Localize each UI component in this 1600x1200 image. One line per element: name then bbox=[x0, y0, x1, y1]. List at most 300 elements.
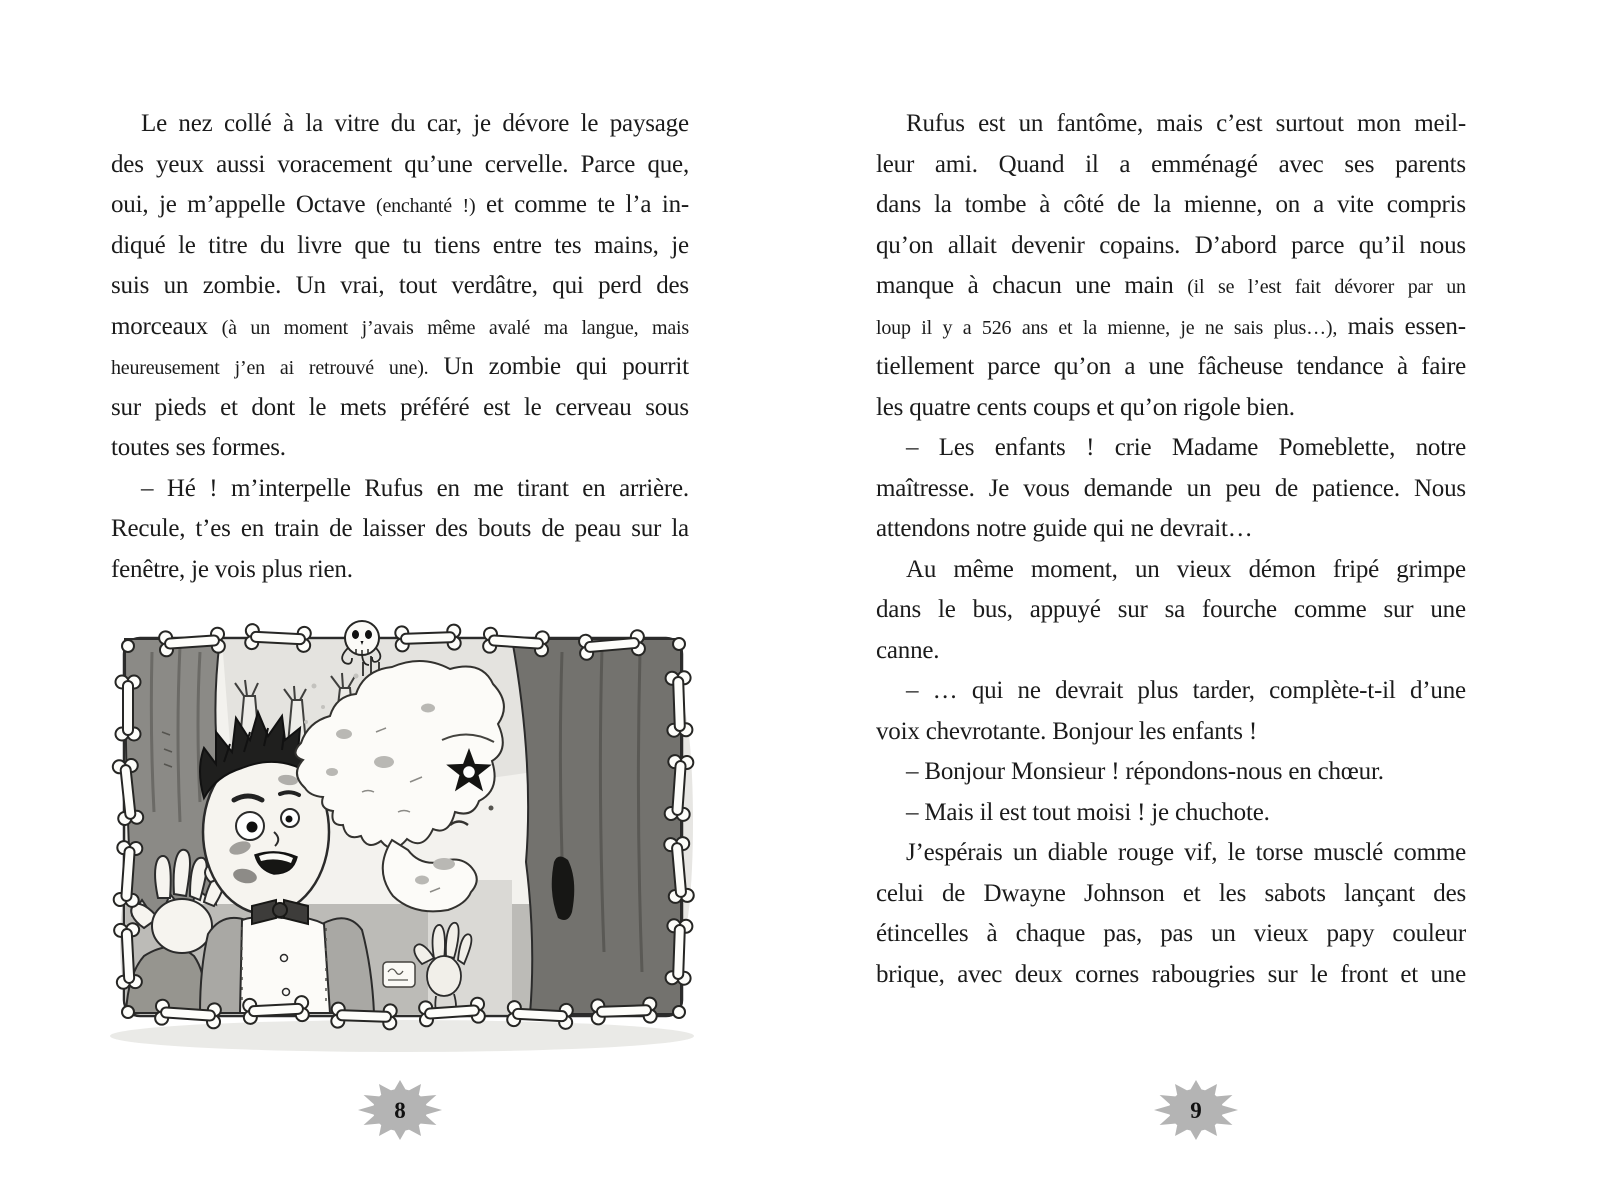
word: vitre bbox=[334, 110, 380, 137]
word: nez bbox=[178, 110, 213, 137]
word: avalé bbox=[488, 316, 531, 339]
word: qu’une bbox=[404, 150, 473, 178]
word: vif, bbox=[1184, 839, 1218, 866]
word: papy bbox=[1326, 920, 1375, 947]
word: couleur bbox=[1392, 920, 1466, 947]
text-line bbox=[111, 388, 689, 429]
word: dévore bbox=[502, 110, 570, 137]
illustration-canvas bbox=[92, 612, 714, 1057]
word: laisser bbox=[362, 515, 425, 542]
text-segment: fenêtre, je vois plus rien. bbox=[111, 555, 353, 583]
word: le bbox=[308, 393, 327, 421]
word: y bbox=[942, 316, 953, 339]
word: je bbox=[671, 231, 689, 259]
word: parce bbox=[1291, 231, 1345, 259]
word: sa bbox=[1164, 596, 1186, 623]
word: le bbox=[178, 231, 196, 259]
word: aussi bbox=[216, 150, 266, 178]
word: notre bbox=[1415, 434, 1466, 461]
word: a bbox=[1313, 191, 1325, 218]
word: heureusement bbox=[111, 357, 220, 379]
word: Quand bbox=[998, 150, 1065, 178]
word: leur bbox=[876, 150, 915, 178]
word: peau bbox=[574, 515, 622, 542]
word: Pomeblette, bbox=[1278, 434, 1396, 461]
word: avec bbox=[1278, 150, 1324, 178]
word: mais bbox=[1156, 110, 1203, 137]
text-line bbox=[876, 550, 1466, 591]
word: lançant bbox=[1344, 879, 1415, 907]
word: Je bbox=[988, 474, 1010, 502]
word: à bbox=[967, 272, 979, 299]
text-line bbox=[876, 469, 1466, 510]
word: (il bbox=[1187, 276, 1205, 298]
word: la bbox=[1082, 316, 1097, 339]
word: chaque bbox=[1015, 920, 1086, 947]
word: un bbox=[1446, 276, 1466, 298]
text-line bbox=[876, 671, 1466, 712]
word: mienne, bbox=[1184, 191, 1263, 218]
word: plus bbox=[1137, 677, 1179, 704]
word: Le bbox=[141, 110, 167, 137]
word: de bbox=[1274, 474, 1299, 502]
word: compris bbox=[1386, 191, 1466, 218]
word: des bbox=[111, 150, 144, 178]
word: tendance bbox=[1296, 353, 1384, 380]
word: l’a bbox=[625, 191, 652, 218]
word: avec bbox=[957, 960, 1003, 988]
text-line bbox=[876, 914, 1466, 955]
word: faire bbox=[1421, 353, 1466, 380]
text-line bbox=[111, 428, 689, 469]
word: complète-t-il bbox=[1269, 677, 1396, 704]
word: la bbox=[671, 515, 689, 542]
word: diqué bbox=[111, 231, 166, 259]
word: du bbox=[260, 231, 285, 259]
word: une bbox=[1430, 960, 1466, 988]
word: nous bbox=[1419, 231, 1466, 259]
word: même bbox=[427, 316, 476, 339]
word: en bbox=[582, 474, 606, 502]
word: il bbox=[1085, 150, 1099, 178]
word: sur bbox=[1117, 596, 1148, 623]
word: mienne, bbox=[1107, 316, 1170, 339]
word: un bbox=[1211, 920, 1236, 947]
word: ma bbox=[543, 316, 568, 339]
word: un bbox=[1018, 110, 1044, 137]
word: loup bbox=[876, 316, 911, 339]
word: Parce bbox=[580, 150, 636, 178]
word: ne bbox=[1204, 316, 1224, 339]
word: le bbox=[523, 393, 542, 421]
word: de bbox=[1117, 191, 1141, 218]
word: à bbox=[1396, 353, 1408, 380]
illustration-frame bbox=[92, 612, 714, 1057]
name-tag bbox=[383, 962, 415, 987]
word: zombie. bbox=[202, 272, 282, 299]
word: patience. bbox=[1312, 474, 1400, 502]
word: préféré bbox=[400, 393, 470, 421]
word: une bbox=[1148, 353, 1185, 380]
word: bus, bbox=[972, 596, 1013, 623]
word: Octave bbox=[295, 191, 366, 218]
word: fripé bbox=[1332, 555, 1380, 583]
word: d’une bbox=[1409, 677, 1466, 704]
word: Rufus bbox=[364, 474, 424, 502]
word: tombe bbox=[964, 191, 1027, 218]
word: – bbox=[906, 677, 919, 704]
word: Johnson bbox=[1083, 879, 1165, 907]
word: parents bbox=[1395, 150, 1466, 178]
word: à bbox=[986, 920, 998, 947]
text-line bbox=[876, 104, 1466, 145]
word: que, bbox=[647, 150, 689, 178]
word: 526 bbox=[981, 316, 1012, 339]
word: Les bbox=[938, 434, 975, 461]
word: pas, bbox=[1103, 920, 1143, 947]
word: fâcheuse bbox=[1197, 353, 1284, 380]
word: sur bbox=[1267, 960, 1298, 988]
word: crie bbox=[1114, 434, 1152, 461]
word: et bbox=[485, 191, 504, 218]
text-line bbox=[876, 712, 1466, 753]
word: sais bbox=[1233, 316, 1264, 339]
text-segment: les quatre cents coups et qu’on rigole bien. bbox=[876, 393, 1295, 421]
word: D’abord bbox=[1194, 231, 1277, 259]
word: la bbox=[934, 191, 952, 218]
word: me bbox=[473, 474, 504, 502]
word: tiens bbox=[434, 231, 481, 259]
text-line bbox=[111, 104, 689, 145]
word: in- bbox=[661, 191, 689, 218]
word: verdâtre, bbox=[451, 272, 538, 299]
word: – bbox=[141, 474, 154, 502]
word: je bbox=[1180, 316, 1195, 339]
text-line bbox=[876, 590, 1466, 631]
word: c’est bbox=[1216, 110, 1263, 137]
text-segment: – Mais il est tout moisi ! je chuchote. bbox=[906, 798, 1270, 826]
word: une bbox=[1430, 596, 1466, 623]
word: a bbox=[962, 316, 972, 339]
word: parce bbox=[987, 353, 1041, 380]
word: manque bbox=[876, 272, 954, 299]
word: et bbox=[220, 393, 238, 421]
word: meil- bbox=[1414, 110, 1466, 137]
word: chacun bbox=[992, 272, 1062, 299]
word: je bbox=[158, 191, 177, 218]
word: ses bbox=[1344, 150, 1375, 178]
word: Dwayne bbox=[983, 879, 1066, 907]
word: comme bbox=[1393, 839, 1466, 866]
word: entre bbox=[492, 231, 542, 259]
word: te bbox=[597, 191, 615, 218]
word: de bbox=[541, 515, 565, 542]
word: torse bbox=[1255, 839, 1304, 866]
word: train bbox=[274, 515, 320, 542]
word: qui bbox=[971, 677, 1004, 704]
word: sabots bbox=[1264, 879, 1326, 907]
word: oui, bbox=[111, 191, 149, 218]
word: morceaux bbox=[111, 312, 208, 340]
word: l’est bbox=[1247, 276, 1282, 298]
word: le bbox=[1310, 960, 1328, 988]
word: devrait bbox=[1055, 677, 1124, 704]
text-line bbox=[876, 226, 1466, 267]
word: est bbox=[978, 110, 1006, 137]
word: un bbox=[1012, 839, 1038, 866]
word: et bbox=[1400, 960, 1418, 988]
text-segment: – Bonjour Monsieur ! répondons-nous en chœur. bbox=[906, 758, 1384, 785]
word: le bbox=[1227, 839, 1246, 866]
word: main bbox=[1124, 272, 1174, 299]
text-line bbox=[111, 307, 689, 348]
word: un bbox=[1186, 474, 1212, 502]
word: ai bbox=[279, 357, 294, 379]
word: m’appelle bbox=[187, 191, 286, 218]
word: appuyé bbox=[1029, 596, 1101, 623]
word: Un bbox=[295, 272, 326, 299]
word: dévorer bbox=[1334, 276, 1395, 298]
word: Madame bbox=[1171, 434, 1259, 461]
word: est bbox=[483, 393, 511, 421]
text-line bbox=[111, 185, 689, 226]
word: mais bbox=[652, 316, 689, 339]
word: Rufus bbox=[906, 110, 965, 137]
word: même bbox=[953, 555, 1014, 583]
word: paysage bbox=[609, 110, 689, 137]
word: sur bbox=[111, 393, 141, 421]
word: ! bbox=[1086, 434, 1095, 461]
word: qui bbox=[552, 272, 584, 299]
word: mets bbox=[340, 393, 387, 421]
text-line bbox=[876, 955, 1466, 996]
word: on bbox=[1275, 191, 1301, 218]
word: allait bbox=[947, 231, 997, 259]
word: cornes bbox=[1075, 960, 1140, 988]
word: fantôme, bbox=[1056, 110, 1144, 137]
word: emménagé bbox=[1151, 150, 1258, 178]
word: ! bbox=[209, 474, 218, 502]
word: il bbox=[921, 316, 932, 339]
text-line bbox=[111, 509, 689, 550]
word: à bbox=[1039, 191, 1051, 218]
page-number: 9 bbox=[1190, 1098, 1202, 1123]
text-line bbox=[876, 752, 1466, 793]
word: enfants bbox=[994, 434, 1066, 461]
text-line bbox=[876, 509, 1466, 550]
word: un bbox=[250, 316, 270, 339]
word: front bbox=[1340, 960, 1388, 988]
word: arrière. bbox=[619, 474, 689, 502]
word: perd bbox=[598, 272, 642, 299]
word: qu’on bbox=[876, 231, 934, 259]
word: musclé bbox=[1313, 839, 1384, 866]
word: qu’on bbox=[1053, 353, 1112, 380]
word: fourche bbox=[1202, 596, 1277, 623]
word: Recule, bbox=[111, 515, 186, 542]
word: j’en bbox=[234, 357, 265, 379]
word: en bbox=[240, 515, 265, 542]
page-number: 8 bbox=[394, 1098, 406, 1123]
word: moment, bbox=[1030, 555, 1118, 583]
word: pieds bbox=[154, 393, 207, 421]
word: tes bbox=[554, 231, 582, 259]
word: mon bbox=[1357, 110, 1401, 137]
word: pourrit bbox=[622, 353, 689, 380]
word: mains, bbox=[593, 231, 659, 259]
word: collé bbox=[223, 110, 272, 137]
word: qu’il bbox=[1358, 231, 1405, 259]
word: je bbox=[473, 110, 491, 137]
word: grimpe bbox=[1396, 555, 1466, 583]
word: se bbox=[1218, 276, 1235, 298]
word: Un bbox=[443, 353, 474, 380]
word: plus…), bbox=[1273, 316, 1338, 339]
word: titre bbox=[208, 231, 248, 259]
word: J’espérais bbox=[906, 839, 1003, 866]
word: deux bbox=[1014, 960, 1063, 988]
word: rabougries bbox=[1151, 960, 1256, 988]
right-page-text-column bbox=[876, 104, 1466, 995]
word: cervelle. bbox=[484, 150, 569, 178]
text-line bbox=[876, 347, 1466, 388]
word: cerveau bbox=[555, 393, 632, 421]
word: sur bbox=[631, 515, 662, 542]
word: (à bbox=[221, 316, 237, 339]
word: mais bbox=[1347, 312, 1395, 340]
left-page-text-column bbox=[111, 104, 689, 590]
word: vieux bbox=[1176, 555, 1232, 583]
word: peu bbox=[1225, 474, 1261, 502]
text-line bbox=[876, 185, 1466, 226]
word: dans bbox=[876, 191, 922, 218]
word: suis bbox=[111, 272, 150, 299]
word: a bbox=[1119, 150, 1131, 178]
text-line bbox=[876, 307, 1466, 348]
word: tout bbox=[398, 272, 437, 299]
page-number-splat-right bbox=[1151, 1077, 1241, 1143]
word: que bbox=[354, 231, 390, 259]
word: devenir bbox=[1011, 231, 1085, 259]
word: t’es bbox=[195, 515, 231, 542]
text-segment: canne. bbox=[876, 636, 940, 664]
text-line bbox=[111, 469, 689, 510]
word: Nous bbox=[1413, 474, 1466, 502]
word: pas bbox=[1160, 920, 1193, 947]
word: essen- bbox=[1404, 312, 1466, 340]
text-line bbox=[111, 347, 689, 388]
word: fait bbox=[1294, 276, 1321, 298]
word: vite bbox=[1337, 191, 1374, 218]
word: Au bbox=[906, 555, 937, 583]
word: du bbox=[390, 110, 416, 137]
text-line bbox=[111, 266, 689, 307]
word: de bbox=[941, 879, 966, 907]
page-number-splat-left bbox=[355, 1077, 445, 1143]
word: brique, bbox=[876, 960, 945, 988]
word: et bbox=[1058, 316, 1073, 339]
word: tarder, bbox=[1192, 677, 1255, 704]
word: tiellement bbox=[876, 353, 974, 380]
text-line bbox=[111, 145, 689, 186]
word: voracement bbox=[277, 150, 392, 178]
word: a bbox=[1124, 353, 1136, 380]
word: démon bbox=[1248, 555, 1316, 583]
word: – bbox=[906, 434, 919, 461]
word: bouts bbox=[477, 515, 532, 542]
word: car, bbox=[426, 110, 462, 137]
word: sous bbox=[645, 393, 689, 421]
word: Hé bbox=[166, 474, 196, 502]
word: vrai, bbox=[340, 272, 385, 299]
text-segment: toutes ses formes. bbox=[111, 434, 286, 461]
word: diable bbox=[1047, 839, 1108, 866]
text-line bbox=[876, 833, 1466, 874]
word: par bbox=[1407, 276, 1433, 298]
word: le bbox=[937, 596, 956, 623]
text-line bbox=[111, 550, 689, 591]
word: maîtresse. bbox=[876, 474, 975, 502]
text-line bbox=[876, 266, 1466, 307]
word: retrouvé bbox=[308, 357, 374, 379]
word: en bbox=[436, 474, 460, 502]
word: ne bbox=[1017, 677, 1041, 704]
word: sur bbox=[1383, 596, 1414, 623]
word: tirant bbox=[517, 474, 569, 502]
word: des bbox=[1433, 879, 1466, 907]
text-line bbox=[876, 428, 1466, 469]
word: la bbox=[305, 110, 324, 137]
word: … bbox=[932, 677, 958, 704]
word: comme bbox=[514, 191, 587, 218]
word: dont bbox=[251, 393, 296, 421]
word: tu bbox=[402, 231, 422, 259]
word: vous bbox=[1023, 474, 1070, 502]
word: un bbox=[1134, 555, 1160, 583]
text-line bbox=[111, 226, 689, 267]
word: celui bbox=[876, 879, 924, 907]
word: des bbox=[656, 272, 689, 299]
text-line bbox=[876, 631, 1466, 672]
word: un bbox=[163, 272, 189, 299]
word: dans bbox=[876, 596, 922, 623]
word: rouge bbox=[1117, 839, 1174, 866]
word: m’interpelle bbox=[230, 474, 351, 502]
word: une). bbox=[388, 357, 429, 379]
text-line bbox=[876, 388, 1466, 429]
word: !) bbox=[462, 195, 476, 217]
text-segment: attendons notre guide qui ne devrait… bbox=[876, 515, 1253, 542]
word: ami. bbox=[934, 150, 978, 178]
word: des bbox=[435, 515, 468, 542]
word: moment bbox=[283, 316, 348, 339]
word: vieux bbox=[1253, 920, 1309, 947]
word: de bbox=[329, 515, 353, 542]
word: yeux bbox=[156, 150, 204, 178]
word: j’avais bbox=[361, 316, 414, 339]
word: la bbox=[1153, 191, 1171, 218]
word: surtout bbox=[1275, 110, 1344, 137]
word: une bbox=[1075, 272, 1111, 299]
text-segment: voix chevrotante. Bonjour les enfants ! bbox=[876, 717, 1257, 745]
word: et bbox=[1182, 879, 1201, 907]
word: demande bbox=[1083, 474, 1173, 502]
word: qui bbox=[575, 353, 608, 380]
word: langue, bbox=[581, 316, 639, 339]
word: côté bbox=[1063, 191, 1105, 218]
word: à bbox=[283, 110, 294, 137]
word: le bbox=[580, 110, 599, 137]
